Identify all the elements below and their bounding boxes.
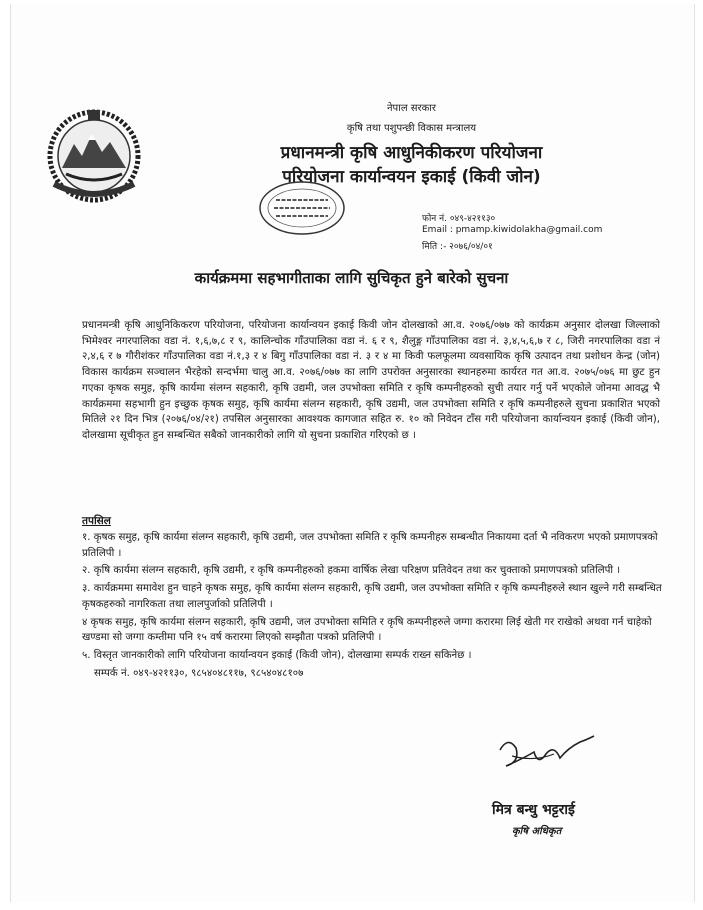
notice-title: कार्यक्रममा सहभागीताका लागि सुचिकृत हुने बारेको सुचना [194, 269, 509, 287]
project-name: प्रधानमन्त्री कृषि आधुनिकीकरण परियोजना [280, 143, 543, 163]
signatory-title: कृषि अधिकृत [512, 826, 562, 837]
list-item: ४ कृषक समुह, कृषि कार्यमा संलग्न सहकारी, कृषि उद्यमी, जल उपभोक्ता समिति र कृषि कम्पनीहरुले जग्गा करारमा लिई खेती गर राखेको अथवा गर्न चाहेको खण्डमा सो जग्गा कम्तीमा पनि १५ वर्ष करारमा लिएको सम्झौता पत्रको प्रतिलिपी । [82, 616, 652, 644]
signatory-name: मित्र बन्धु भट्टराई [492, 802, 575, 818]
handwritten-signature [494, 732, 604, 778]
notice-paragraph: प्रधानमन्त्री कृषि आधुनिकिकरण परियोजना, परियोजना कार्यान्वयन इकाई किवी जोन दोलखाको आ.व. २०७६/०७७ को कार्यक्रम अनुसार दोलखा जिल्लाको भिमेश्वर नगरपालिका वडा नं. १,६,७,८ र ९, कालिन्चोक गाँउपालिका वडा नं. ६ र ९, शैलुङ्ग गाँउपालिका वडा नं. ३,४,५,६,७ र ८, जिरी नगरपालिका वडा नं २,४,६ र ७ गौरीशंकर गाँउपालिका वडा नं.१,३ र ४ बिगु गाँउपालिका वडा नं. ३ र ४ मा किवी फलफूलमा व्यवसायिक कृषि उत्पादन तथा प्रशोधन केन्द्र (जोन) विकास कार्यक्रम सञ्चालन भैरहेको सन्दर्भमा चालु आ.व. २०७६/०७७ का लागि उपरोक्त अनुसारका स्थानहरुमा कार्यरत गत आ.व. २०७५/०७६ मा छुट हुन गएका कृषक समुह, कृषि कार्यमा संलग्न सहकारी, कृषि उद्यमी, जल उपभोक्ता समिति र कृषि कम्पनीहरुको सुची तयार गर्नु पर्ने भएकोले जोनमा आवद्ध भै कार्यक्रममा सहभागी हुन इच्छुक कृषक समुह, कृषि कार्यमा संलग्न सहकारी, कृषि उद्यमी, जल उपभोक्ता समिति र कृषि कम्पनीहरुले सुचना प्रकाशित भएको मितिले २१ दिन भित्र (२०७६/०४/२१) तपसिल अनुसारका आवश्यक कागजात सहित रु. १० को निवेदन टाँस गरी परियोजना कार्यान्वयन इकाई (किवी जोन), दोलखामा सूचीकृत हुन सम्बन्धित सबैको जानकारीको लागि यो सुचना प्रकाशित गरिएको छ । [82, 320, 660, 441]
list-item: ५. विस्तृत जानकारीको लागि परियोजना कार्यान्वयन इकाई (किवी जोन), दोलखामा सम्पर्क राख्न सकिनेछ । [82, 649, 472, 661]
tapasil-list [82, 530, 664, 683]
government-name: नेपाल सरकार [387, 103, 436, 114]
office-stamp [256, 178, 348, 238]
ministry-name: कृषि तथा पशुपन्छी विकास मन्त्रालय [346, 123, 477, 134]
list-item: १. कृषक समुह, कृषि कार्यमा संलग्न सहकारी, कृषि उद्यमी, जल उपभोक्ता समिति र कृषि कम्पनीहरु सम्बन्धीत निकायमा दर्ता भै नविकरण भएको प्रमाणपत्रको प्रतिलिपी । [82, 532, 658, 559]
email-address: Email : pmamp.kiwidolakha@gmail.com [422, 225, 603, 235]
notice-date: मिति :- २०७६/०४/०१ [422, 242, 493, 252]
tapasil-heading: तपसिल [82, 515, 111, 527]
phone-number: फोन नं. ०४९-४२११३० [422, 214, 496, 224]
contact-numbers: सम्पर्क नं. ०४९-४२११३०, ९८५४०४८११७, ९८५४०४८१०७ [94, 667, 304, 679]
list-item: ३. कार्यक्रममा समावेश हुन चाहने कृषक समुह, कृषि कार्यमा संलग्न सहकारी, कृषि उद्यमी, जल उपभोक्ता समिति र कृषि कम्पनीहरुले स्थान खुल्ने गरी सम्बन्धित कृषकहरुको नागरिकता तथा लालपुर्जाको प्रतिलिपी । [82, 583, 662, 610]
list-item: २. कृषि कार्यमा संलग्न सहकारी, कृषि उद्यमी, र कृषि कम्पनीहरुको हकमा वार्षिक लेखा परिक्षण प्रतिवेदन तथा कर चुक्ताको प्रमाणपत्रको प्रतिलिपी । [82, 565, 621, 577]
unit-name: परियोजना कार्यान्वयन इकाई (किवी जोन) [282, 167, 541, 187]
notice-body [82, 318, 660, 444]
